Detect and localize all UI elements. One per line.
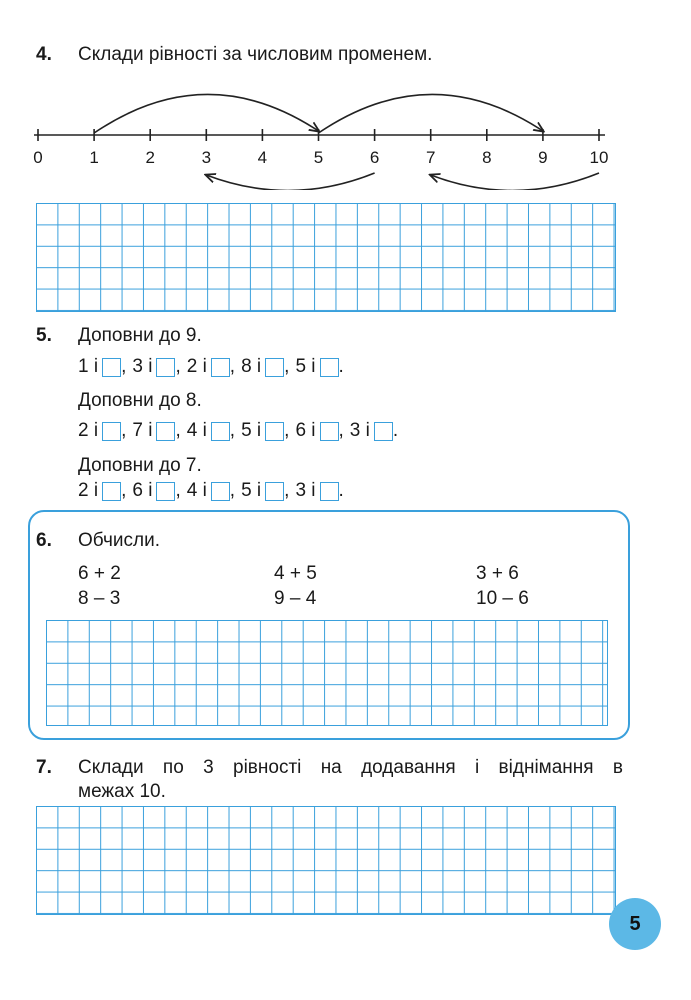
punctuation: , [229, 420, 236, 441]
answer-box[interactable] [156, 422, 175, 441]
number-line-tick-label: 5 [313, 148, 324, 167]
task-7-answer-grid[interactable] [36, 806, 616, 915]
fill-item [78, 480, 121, 502]
fill-item [187, 420, 230, 442]
fill-item [187, 480, 230, 502]
fill-item-label: 2 і [78, 420, 99, 441]
fill-item [295, 420, 338, 442]
punctuation: , [175, 420, 181, 441]
task-4-number: 4. [36, 44, 52, 65]
number-line-tick-label: 4 [257, 148, 268, 167]
punctuation: , [229, 480, 236, 501]
fill-item-label: 5 і [241, 480, 262, 501]
answer-box[interactable] [265, 482, 284, 501]
answer-box[interactable] [102, 482, 121, 501]
number-line-tick-label: 2 [145, 148, 155, 167]
number-line-tick-label: 0 [33, 148, 43, 167]
expression: 8 – 3 [78, 588, 121, 609]
fill-item-label: 2 і [186, 356, 207, 377]
answer-box[interactable] [211, 358, 230, 377]
fill-item [132, 356, 175, 378]
number-line [0, 80, 691, 190]
number-line-tick-label: 1 [89, 148, 99, 167]
task-6-answer-grid[interactable] [46, 620, 608, 726]
answer-box[interactable] [374, 422, 393, 441]
punctuation: , [175, 356, 181, 377]
fill-item-label: 6 і [295, 420, 316, 441]
punctuation: , [284, 420, 290, 441]
number-line-tick-label: 9 [538, 148, 548, 167]
fill-item [350, 420, 393, 442]
number-line-tick-label: 3 [201, 148, 212, 167]
task-5-number: 5. [36, 325, 52, 346]
fill-item [132, 420, 175, 442]
expression: 9 – 4 [274, 588, 317, 609]
answer-box[interactable] [102, 422, 121, 441]
punctuation: , [121, 356, 127, 377]
answer-box[interactable] [320, 422, 339, 441]
task-7-number: 7. [36, 757, 52, 778]
fill-item-label: 7 і [132, 420, 153, 441]
fill-item-label: 4 і [186, 420, 207, 441]
fill-item-label: 5 і [241, 420, 262, 441]
number-line-tick-label: 7 [425, 148, 436, 167]
expression: 10 – 6 [476, 588, 529, 609]
jump-arc-above [94, 94, 318, 133]
fill-item [295, 356, 338, 378]
fill-item [78, 356, 121, 378]
task-6-text: Обчисли. [78, 530, 161, 551]
expression: 4 + 5 [274, 563, 317, 584]
jump-arc-above [319, 94, 543, 133]
punctuation: , [175, 480, 181, 501]
fill-item [295, 480, 338, 502]
task-7-text-line-2: межах 10. [78, 781, 166, 802]
answer-box[interactable] [102, 358, 121, 377]
punctuation: . [338, 356, 344, 377]
task-5-group-1-title: Доповни до 9. [78, 325, 202, 346]
fill-item-label: 4 і [186, 480, 207, 501]
task-7-text-line-1: Склади по 3 рівності на додавання і віднімання в [78, 757, 623, 778]
fill-item-label: 3 і [349, 420, 370, 441]
fill-item-label: 3 і [132, 356, 153, 377]
number-line-tick-label: 8 [482, 148, 492, 167]
fill-item [241, 420, 284, 442]
punctuation: , [338, 420, 344, 441]
punctuation: , [284, 356, 290, 377]
task-5-group-1-row [78, 356, 344, 378]
jump-arc-below [431, 173, 599, 190]
fill-item [241, 480, 284, 502]
answer-box[interactable] [211, 422, 230, 441]
task-5-group-2-title: Доповни до 8. [78, 390, 202, 411]
answer-box[interactable] [156, 482, 175, 501]
punctuation: , [121, 480, 127, 501]
fill-item-label: 1 і [78, 356, 99, 377]
page-number-badge: 5 [609, 898, 661, 950]
expression: 6 + 2 [78, 563, 121, 584]
expression: 3 + 6 [476, 563, 519, 584]
task-5-group-3-row [78, 480, 344, 502]
fill-item [187, 356, 230, 378]
fill-item-label: 8 і [241, 356, 262, 377]
answer-box[interactable] [265, 358, 284, 377]
answer-box[interactable] [265, 422, 284, 441]
task-5-group-3-title: Доповни до 7. [78, 455, 202, 476]
answer-box[interactable] [320, 358, 339, 377]
task-4-text: Склади рівності за числовим променем. [78, 44, 433, 65]
punctuation: . [338, 480, 344, 501]
task-4-answer-grid[interactable] [36, 203, 616, 312]
fill-item-label: 3 і [295, 480, 316, 501]
answer-box[interactable] [211, 482, 230, 501]
punctuation: . [392, 420, 399, 441]
fill-item [132, 480, 175, 502]
fill-item [78, 420, 121, 442]
number-line-tick-label: 6 [369, 148, 380, 167]
answer-box[interactable] [156, 358, 175, 377]
task-6-number: 6. [36, 530, 52, 551]
fill-item-label: 5 і [295, 356, 316, 377]
jump-arc-below [206, 173, 374, 190]
fill-item [241, 356, 284, 378]
fill-item-label: 6 і [132, 480, 153, 501]
punctuation: , [229, 356, 236, 377]
punctuation: , [121, 420, 127, 441]
answer-box[interactable] [320, 482, 339, 501]
fill-item-label: 2 і [78, 480, 99, 501]
number-line-tick-label: 10 [589, 148, 609, 167]
task-5-group-2-row [78, 420, 398, 442]
punctuation: , [284, 480, 290, 501]
